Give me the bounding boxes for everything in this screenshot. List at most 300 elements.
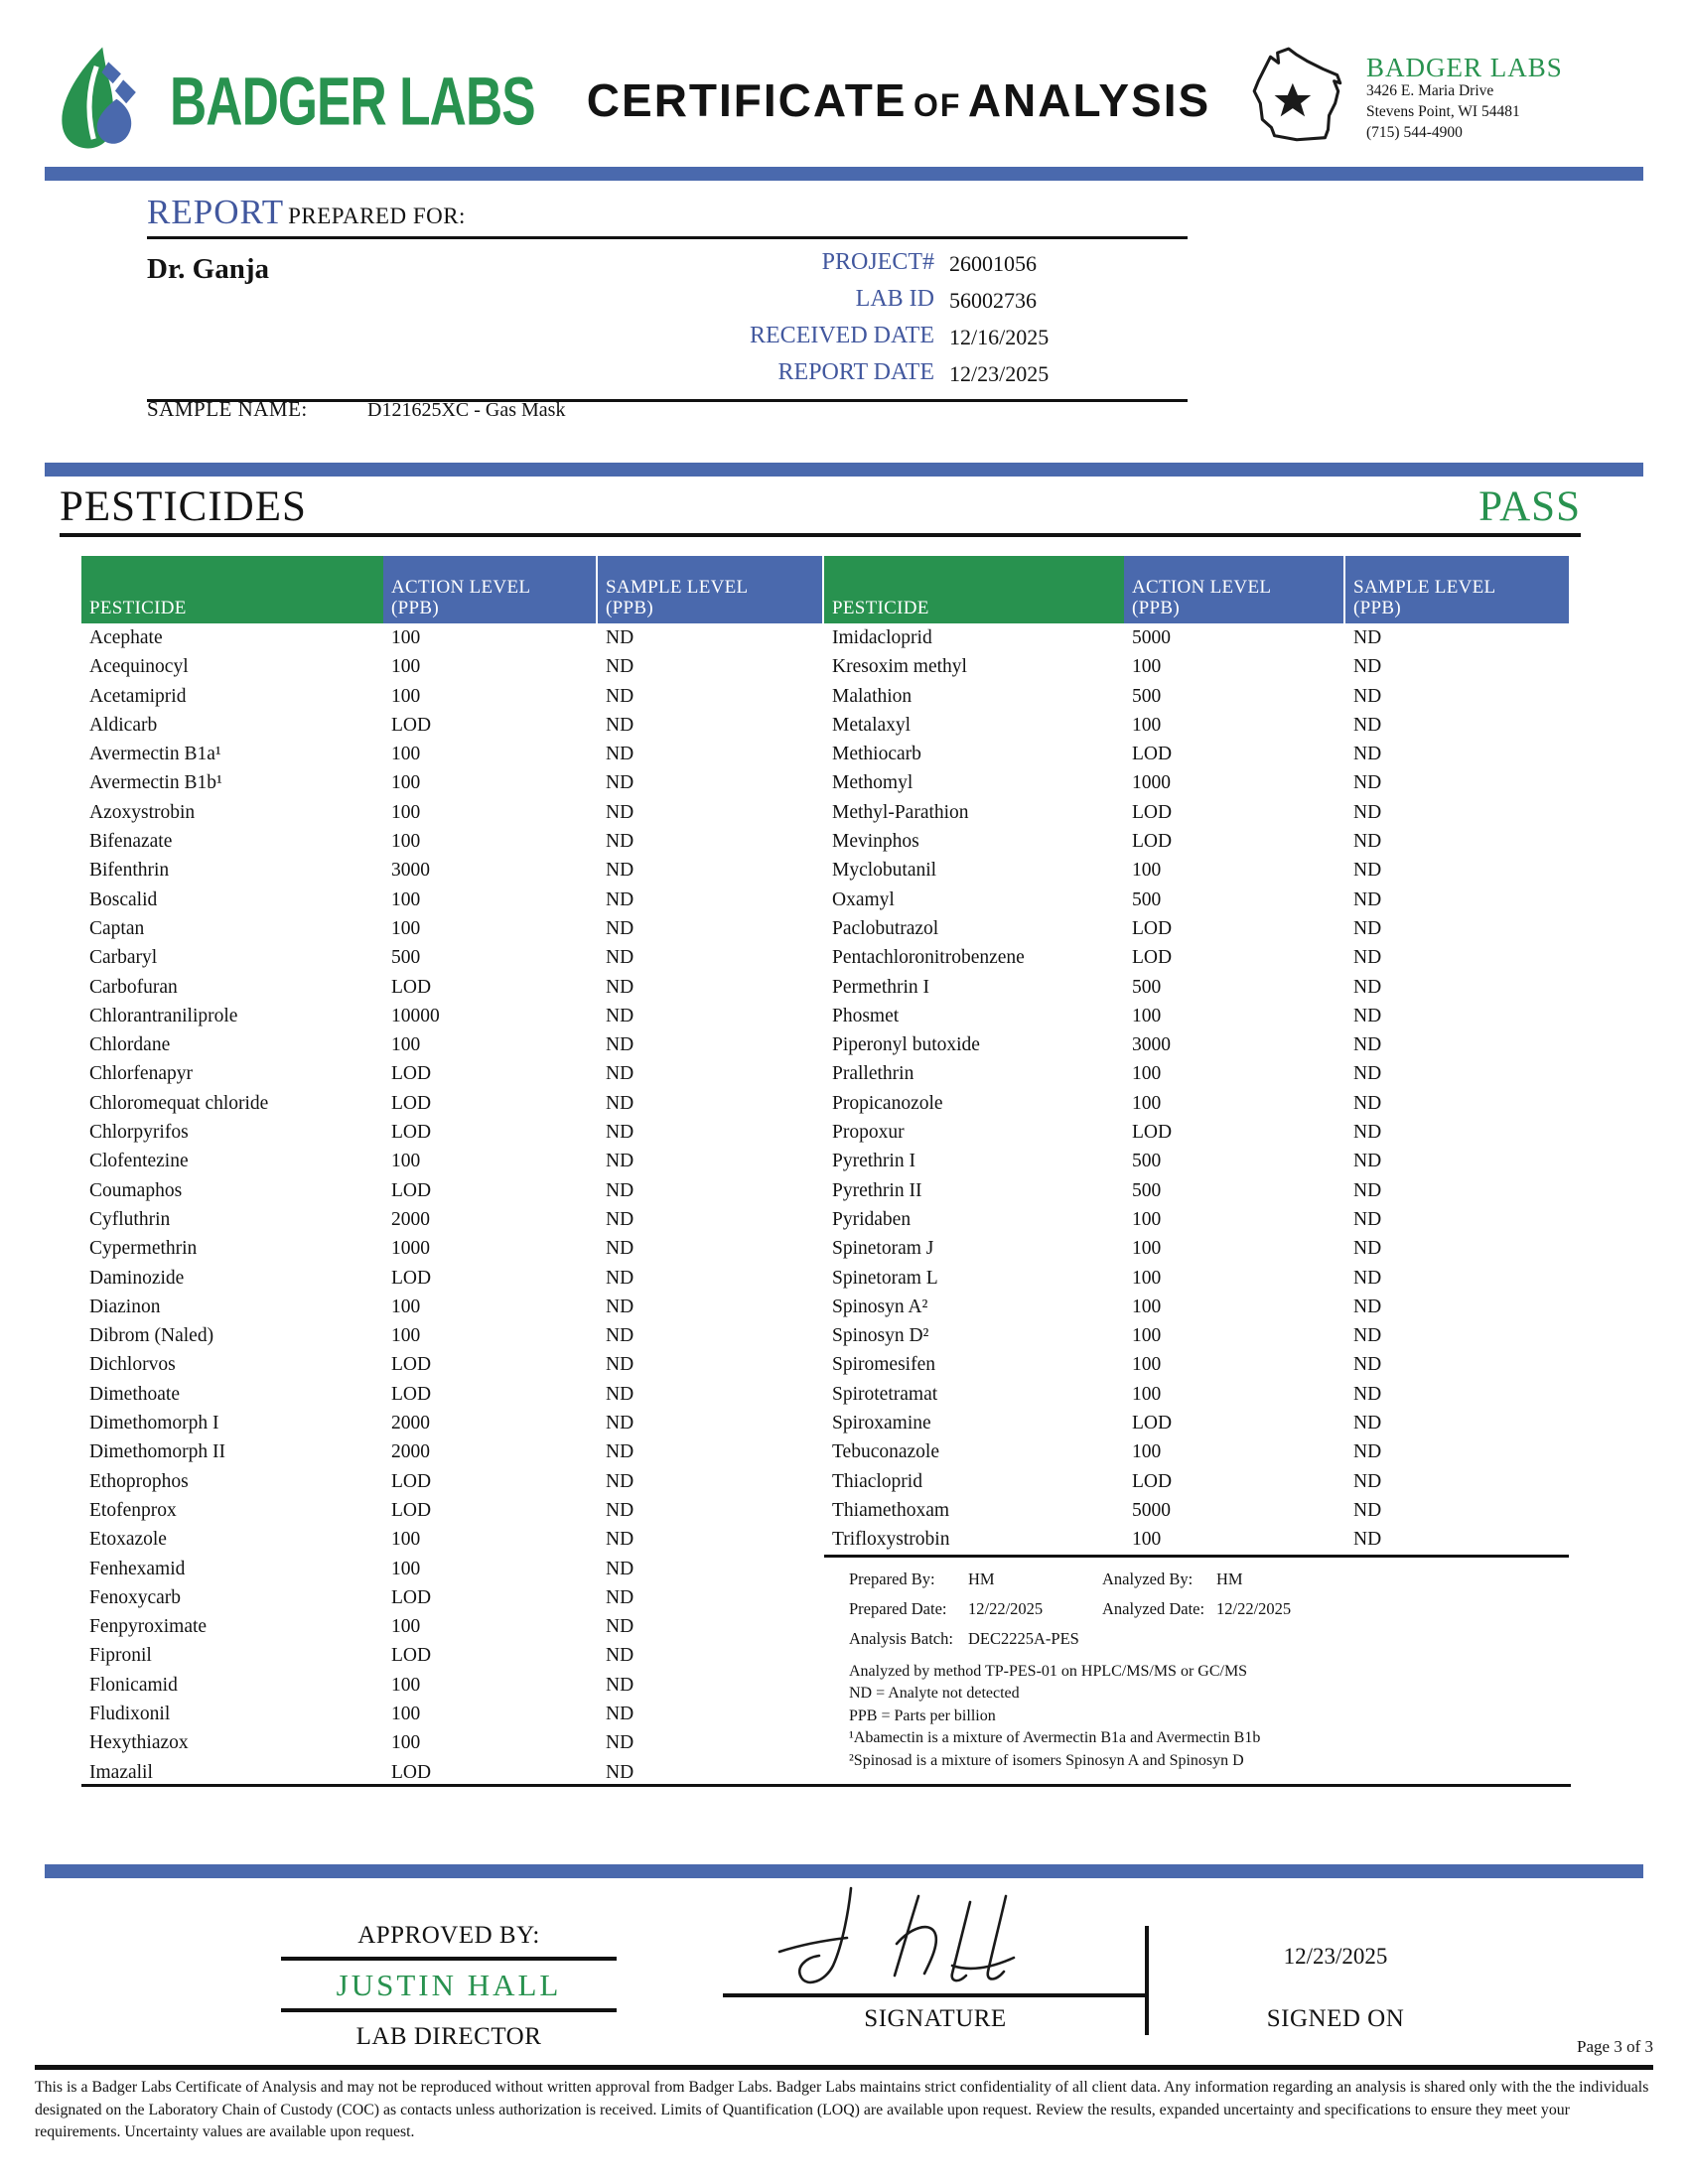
pesticide-name: Bifenazate [89,831,173,853]
signature-divider [1145,1926,1149,2035]
pesticide-name: Dimethomorph I [89,1413,219,1434]
sample-level-value: ND [606,947,634,969]
action-level-value: 100 [1132,1267,1162,1289]
result-badge: PASS [1478,483,1581,530]
signature-label: SIGNATURE [864,2005,1007,2032]
table-row [824,1002,1569,1030]
action-level-value: 100 [391,1674,421,1696]
table-row [81,1147,824,1175]
sample-level-value: ND [1353,1267,1382,1289]
prepared-by-label: Prepared By: [849,1569,935,1588]
action-level-value: LOD [1132,831,1173,853]
sample-level-value: ND [606,1354,634,1376]
approver-stack [281,1922,617,2051]
table-row [824,827,1569,856]
pesticide-name: Flonicamid [89,1674,178,1696]
table-row [81,1467,824,1496]
report-field-value: 12/23/2025 [949,361,1050,386]
action-level-value: 10000 [391,1005,440,1026]
pesticide-name: Thiamethoxam [832,1499,950,1521]
action-level-value: LOD [391,1383,432,1405]
table-row [81,1641,824,1670]
sample-level-value: ND [606,1267,634,1289]
lab-address-line1: 3426 E. Maria Drive [1366,82,1494,99]
pesticide-name: Oxamyl [832,888,895,910]
sample-level-value: ND [1353,1383,1382,1405]
prepared-for-label: PREPARED FOR: [288,204,466,228]
action-level-value: 100 [1132,1529,1162,1551]
action-level-value: 100 [1132,860,1162,882]
sample-level-value: ND [606,860,634,882]
table-row [824,943,1569,972]
action-level-value: 100 [391,685,421,707]
pesticide-name: Chloromequat chloride [89,1092,269,1114]
pesticide-name: Acephate [89,627,163,648]
lab-address-line2: Stevens Point, WI 54481 [1366,103,1520,120]
pesticide-name: Metalaxyl [832,714,912,736]
action-level-value: 100 [1132,714,1162,736]
action-level-value: 100 [1132,1296,1162,1317]
report-field-label: LAB ID [855,286,934,312]
table-row [824,1496,1569,1525]
action-level-value: LOD [391,976,432,998]
sample-name-label: SAMPLE NAME: [147,397,308,421]
action-level-value: 100 [391,801,421,823]
pesticides-table [81,556,1571,1787]
action-level-value: 500 [1132,1151,1162,1172]
sample-level-value: ND [606,1674,634,1696]
action-level-value: 3000 [1132,1034,1171,1056]
table-row [81,1671,824,1700]
sample-level-value: ND [606,685,634,707]
action-level-value: LOD [1132,1413,1173,1434]
sample-level-value: ND [606,1122,634,1144]
table-row [81,1176,824,1205]
pesticide-name: Avermectin B1a¹ [89,744,221,765]
column-header-action-level: ACTION LEVEL (PPB) [1124,556,1345,623]
action-level-value: 100 [391,831,421,853]
approved-by-label: APPROVED BY: [281,1922,617,1961]
pesticide-name: Mevinphos [832,831,919,853]
pesticide-name: Prallethrin [832,1063,914,1085]
client-name: Dr. Ganja [147,253,269,285]
pesticide-name: Fludixonil [89,1703,171,1724]
sample-level-value: ND [606,1413,634,1434]
table-row [81,1002,824,1030]
table-row [81,1030,824,1059]
pesticide-name: Methiocarb [832,744,921,765]
sample-level-value: ND [606,1470,634,1492]
action-level-value: LOD [391,1179,432,1201]
pesticide-name: Propoxur [832,1122,905,1144]
column-header-pesticide: PESTICIDE [824,556,1124,623]
pesticide-name: Etoxazole [89,1529,167,1551]
table-row [824,768,1569,797]
action-level-value: 100 [391,1616,421,1638]
pesticide-name: Spinosyn D² [832,1325,929,1347]
action-level-value: LOD [1132,1470,1173,1492]
sample-level-value: ND [606,1529,634,1551]
sample-level-value: ND [1353,1325,1382,1347]
action-level-value: LOD [391,1092,432,1114]
table-row [81,1555,824,1583]
analysis-batch-label: Analysis Batch: [849,1628,953,1648]
sample-level-value: ND [1353,1441,1382,1463]
action-level-value: 100 [1132,656,1162,678]
analysis-notes [849,1661,1544,1772]
approver-title: LAB DIRECTOR [355,2023,542,2050]
title-part1: CERTIFICATE [586,74,908,126]
sample-level-value: ND [1353,1063,1382,1085]
report-field-label: REPORT DATE [777,359,934,385]
action-level-value: 100 [1132,1005,1162,1026]
table-rows-left [81,623,824,1787]
pesticide-name: Tebuconazole [832,1441,939,1463]
page-number: Page 3 of 3 [1577,2037,1653,2056]
pesticide-name: Clofentezine [89,1151,189,1172]
table-row [81,1728,824,1757]
table-row [824,623,1569,652]
action-level-value: 100 [1132,1325,1162,1347]
sample-level-value: ND [1353,1529,1382,1551]
table-row [81,1380,824,1409]
pesticide-name: Ethoprophos [89,1470,189,1492]
sample-level-value: ND [1353,1499,1382,1521]
leaf-logo-icon [45,39,156,163]
pesticide-name: Methyl-Parathion [832,801,969,823]
sample-level-value: ND [606,627,634,648]
pesticide-name: Chlorpyrifos [89,1122,189,1144]
table-row [824,1350,1569,1379]
sample-level-value: ND [606,744,634,765]
action-level-value: 100 [391,1529,421,1551]
action-level-value: 100 [391,888,421,910]
sample-level-value: ND [1353,1005,1382,1026]
signature-line [723,1993,1148,1997]
pesticide-name: Captan [89,917,145,939]
report-field-label: RECEIVED DATE [750,323,934,348]
report-heading [147,193,1188,239]
disclaimer-text: This is a Badger Labs Certificate of Analysis and may not be reproduced without written approval from Badger Labs. Badger Labs maintains strict confidentiality of all client data. Any information regarding an analysis is shared only with the the individuals designated on the Laboratory Chain of Custody (COC) as contacts unless authorization is received. Limits of Quantification (LOQ) are available upon request. Review the results, expanded uncertainty and specifications to ensure they meet your requirements. Uncertainty values are available upon request. [35,2079,1649,2140]
table-row [824,1380,1569,1409]
action-level-value: LOD [1132,1122,1173,1144]
pesticide-name: Spinetoram L [832,1267,938,1289]
sample-level-value: ND [606,1558,634,1579]
pesticide-name: Dibrom (Naled) [89,1325,214,1347]
wisconsin-state-icon [1241,43,1358,159]
divider-bar-top [45,167,1643,181]
sample-level-value: ND [1353,831,1382,853]
action-level-value: 100 [391,627,421,648]
lab-name: BADGER LABS [1366,53,1563,82]
action-level-value: 100 [391,1703,421,1724]
signed-on-date: 12/23/2025 [1283,1944,1388,1969]
table-row [824,1030,1569,1059]
table-row [81,1700,824,1728]
pesticide-name: Hexythiazox [89,1732,189,1754]
pesticide-name: Cypermethrin [89,1238,198,1260]
table-row [824,886,1569,914]
pesticide-name: Imazalil [89,1761,153,1783]
table-row [81,682,824,711]
sample-level-value: ND [1353,772,1382,794]
spinosad-note: ²Spinosad is a mixture of isomers Spinosyn A and Spinosyn D [849,1751,1244,1769]
table-row [81,623,824,652]
sample-level-value: ND [606,1703,634,1724]
title-part3: ANALYSIS [967,74,1211,126]
table-right-half [824,556,1569,1772]
table-row [824,740,1569,768]
sample-level-value: ND [606,1179,634,1201]
sample-level-value: ND [1353,1208,1382,1230]
prepared-date-value: 12/22/2025 [968,1598,1044,1618]
sample-level-value: ND [606,1761,634,1783]
pesticide-name: Fipronil [89,1645,152,1667]
pesticide-name: Bifenthrin [89,860,170,882]
action-level-value: 1000 [1132,772,1171,794]
sample-level-value: ND [606,1005,634,1026]
pesticide-name: Chlordane [89,1034,171,1056]
sample-level-value: ND [1353,1413,1382,1434]
pesticide-name: Etofenprox [89,1499,177,1521]
pesticide-name: Methomyl [832,772,914,794]
action-level-value: 1000 [391,1238,430,1260]
action-level-value: 5000 [1132,627,1171,648]
action-level-value: 3000 [391,860,430,882]
page-title [586,73,1211,127]
pesticide-name: Avermectin B1b¹ [89,772,222,794]
pesticide-name: Chlorantraniliprole [89,1005,238,1026]
pesticide-name: Pyrethrin I [832,1151,915,1172]
report-field-value: 56002736 [949,288,1037,313]
sample-level-value: ND [1353,801,1382,823]
action-level-value: 500 [1132,685,1162,707]
report-field-label: PROJECT# [821,249,934,275]
table-row [81,1089,824,1118]
action-level-value: 100 [1132,1354,1162,1376]
sample-level-value: ND [1353,744,1382,765]
pesticide-name: Fenpyroximate [89,1616,208,1638]
table-row [81,1496,824,1525]
approval-block [0,1886,1688,2065]
action-level-value: LOD [391,1122,432,1144]
approver-name: JUSTIN HALL [281,1961,617,2012]
report-field-value: 26001056 [949,251,1037,276]
sample-level-value: ND [1353,656,1382,678]
sample-level-value: ND [1353,860,1382,882]
table-row [81,1350,824,1379]
action-level-value: 100 [1132,1441,1162,1463]
table-row [824,1293,1569,1321]
action-level-value: 500 [1132,1179,1162,1201]
action-level-value: 100 [391,1296,421,1317]
nd-definition-note: ND = Analyte not detected [849,1685,1020,1702]
analysis-metadata [824,1558,1544,1772]
pesticide-name: Kresoxim methyl [832,656,967,678]
report-info [147,193,1188,402]
table-row [81,1525,824,1554]
sample-level-value: ND [606,714,634,736]
pesticide-name: Thiacloprid [832,1470,922,1492]
sample-name-value: D121625XC - Gas Mask [367,399,566,421]
pesticide-name: Acequinocyl [89,656,189,678]
column-header-sample-level: SAMPLE LEVEL (PPB) [1345,556,1569,623]
pesticide-name: Coumaphos [89,1179,183,1201]
table-row [824,1089,1569,1118]
action-level-value: LOD [391,1499,432,1521]
sample-level-value: ND [606,1586,634,1608]
table-row [824,1409,1569,1437]
table-left-half [81,556,824,1787]
column-header-pesticide: PESTICIDE [81,556,383,623]
sample-level-value: ND [606,1441,634,1463]
pesticide-name: Daminozide [89,1267,185,1289]
table-row [824,682,1569,711]
sample-level-value: ND [606,1296,634,1317]
table-row [81,1321,824,1350]
table-rows-right [824,623,1569,1558]
pesticide-name: Spirotetramat [832,1383,938,1405]
lab-info [1366,53,1563,143]
signed-on-label: SIGNED ON [1266,2005,1405,2032]
action-level-value: 5000 [1132,1499,1171,1521]
prepared-by-value: HM [968,1569,995,1588]
action-level-value: 100 [1132,1063,1162,1085]
action-level-value: LOD [391,1645,432,1667]
pesticide-name: Piperonyl butoxide [832,1034,980,1056]
action-level-value: LOD [1132,917,1173,939]
pesticide-name: Phosmet [832,1005,900,1026]
prepared-date-label: Prepared Date: [849,1598,947,1618]
action-level-value: 2000 [391,1413,430,1434]
pesticide-name: Carbofuran [89,976,178,998]
table-row [81,1583,824,1612]
action-level-value: 2000 [391,1441,430,1463]
table-row [81,973,824,1002]
table-row [824,1525,1569,1554]
sample-level-value: ND [1353,627,1382,648]
table-row [81,856,824,885]
table-row [824,1264,1569,1293]
pesticide-name: Dimethoate [89,1383,180,1405]
table-row [81,886,824,914]
table-row [824,1234,1569,1263]
table-row [824,1437,1569,1466]
sample-level-value: ND [606,917,634,939]
pesticide-name: Permethrin I [832,976,930,998]
sample-level-value: ND [606,1034,634,1056]
header [45,36,1643,165]
table-row [81,1059,824,1088]
action-level-value: 100 [391,1034,421,1056]
table-row [824,973,1569,1002]
pesticide-name: Carbaryl [89,947,158,969]
table-row [81,1293,824,1321]
table-row [81,1205,824,1234]
action-level-value: LOD [391,1354,432,1376]
action-level-value: LOD [1132,801,1173,823]
table-row [81,1437,824,1466]
action-level-value: 100 [391,1558,421,1579]
table-row [824,652,1569,681]
action-level-value: 100 [391,744,421,765]
pesticide-name: Spiroxamine [832,1413,931,1434]
action-level-value: 100 [391,656,421,678]
brand-name: BADGER LABS [170,62,535,139]
action-level-value: 500 [391,947,421,969]
action-level-value: LOD [391,714,432,736]
sample-level-value: ND [1353,1470,1382,1492]
pesticides-section-header [60,482,1581,537]
table-row [81,827,824,856]
table-row [81,1409,824,1437]
action-level-value: 100 [391,1732,421,1754]
report-label: REPORT [147,193,285,231]
action-level-value: 100 [1132,1238,1162,1260]
sample-level-value: ND [1353,685,1382,707]
analyzed-date-value: 12/22/2025 [1216,1598,1292,1618]
analyzed-date-label: Analyzed Date: [1102,1598,1205,1618]
pesticide-name: Dichlorvos [89,1354,176,1376]
pesticide-name: Aldicarb [89,714,158,736]
table-row [824,914,1569,943]
action-level-value: 100 [391,917,421,939]
table-header-right [824,556,1569,623]
table-row [824,1321,1569,1350]
table-row [824,711,1569,740]
column-header-sample-level: SAMPLE LEVEL (PPB) [598,556,824,623]
analysis-batch-value: DEC2225A-PES [968,1628,1079,1648]
table-row [81,711,824,740]
sample-level-value: ND [1353,888,1382,910]
table-row [81,1612,824,1641]
table-row [824,1059,1569,1088]
action-level-value: 500 [1132,976,1162,998]
table-row [81,1234,824,1263]
sample-level-value: ND [1353,1238,1382,1260]
sample-level-value: ND [606,1499,634,1521]
sample-level-value: ND [606,1383,634,1405]
pesticide-name: Diazinon [89,1296,161,1317]
ppb-definition-note: PPB = Parts per billion [849,1706,996,1724]
action-level-value: LOD [391,1586,432,1608]
sample-level-value: ND [606,1063,634,1085]
pesticide-name: Imidacloprid [832,627,932,648]
action-level-value: 500 [1132,888,1162,910]
action-level-value: LOD [1132,744,1173,765]
pesticide-name: Dimethomorph II [89,1441,226,1463]
sample-level-value: ND [606,1732,634,1754]
section-title: PESTICIDES [60,483,307,530]
sample-name-row [147,397,565,422]
action-level-value: LOD [391,1063,432,1085]
sample-level-value: ND [1353,976,1382,998]
pesticide-name: Spiromesifen [832,1354,935,1376]
pesticide-name: Malathion [832,685,913,707]
sample-level-value: ND [606,1616,634,1638]
sample-level-value: ND [606,656,634,678]
table-row [824,1147,1569,1175]
sample-level-value: ND [606,1325,634,1347]
report-body [147,239,1188,402]
lab-contact-block [1241,43,1643,159]
lab-phone: (715) 544-4900 [1366,124,1463,141]
pesticide-name: Spinosyn A² [832,1296,928,1317]
action-level-value: 100 [1132,1092,1162,1114]
pesticide-name: Propicanozole [832,1092,943,1114]
action-level-value: 2000 [391,1208,430,1230]
sample-level-value: ND [606,772,634,794]
